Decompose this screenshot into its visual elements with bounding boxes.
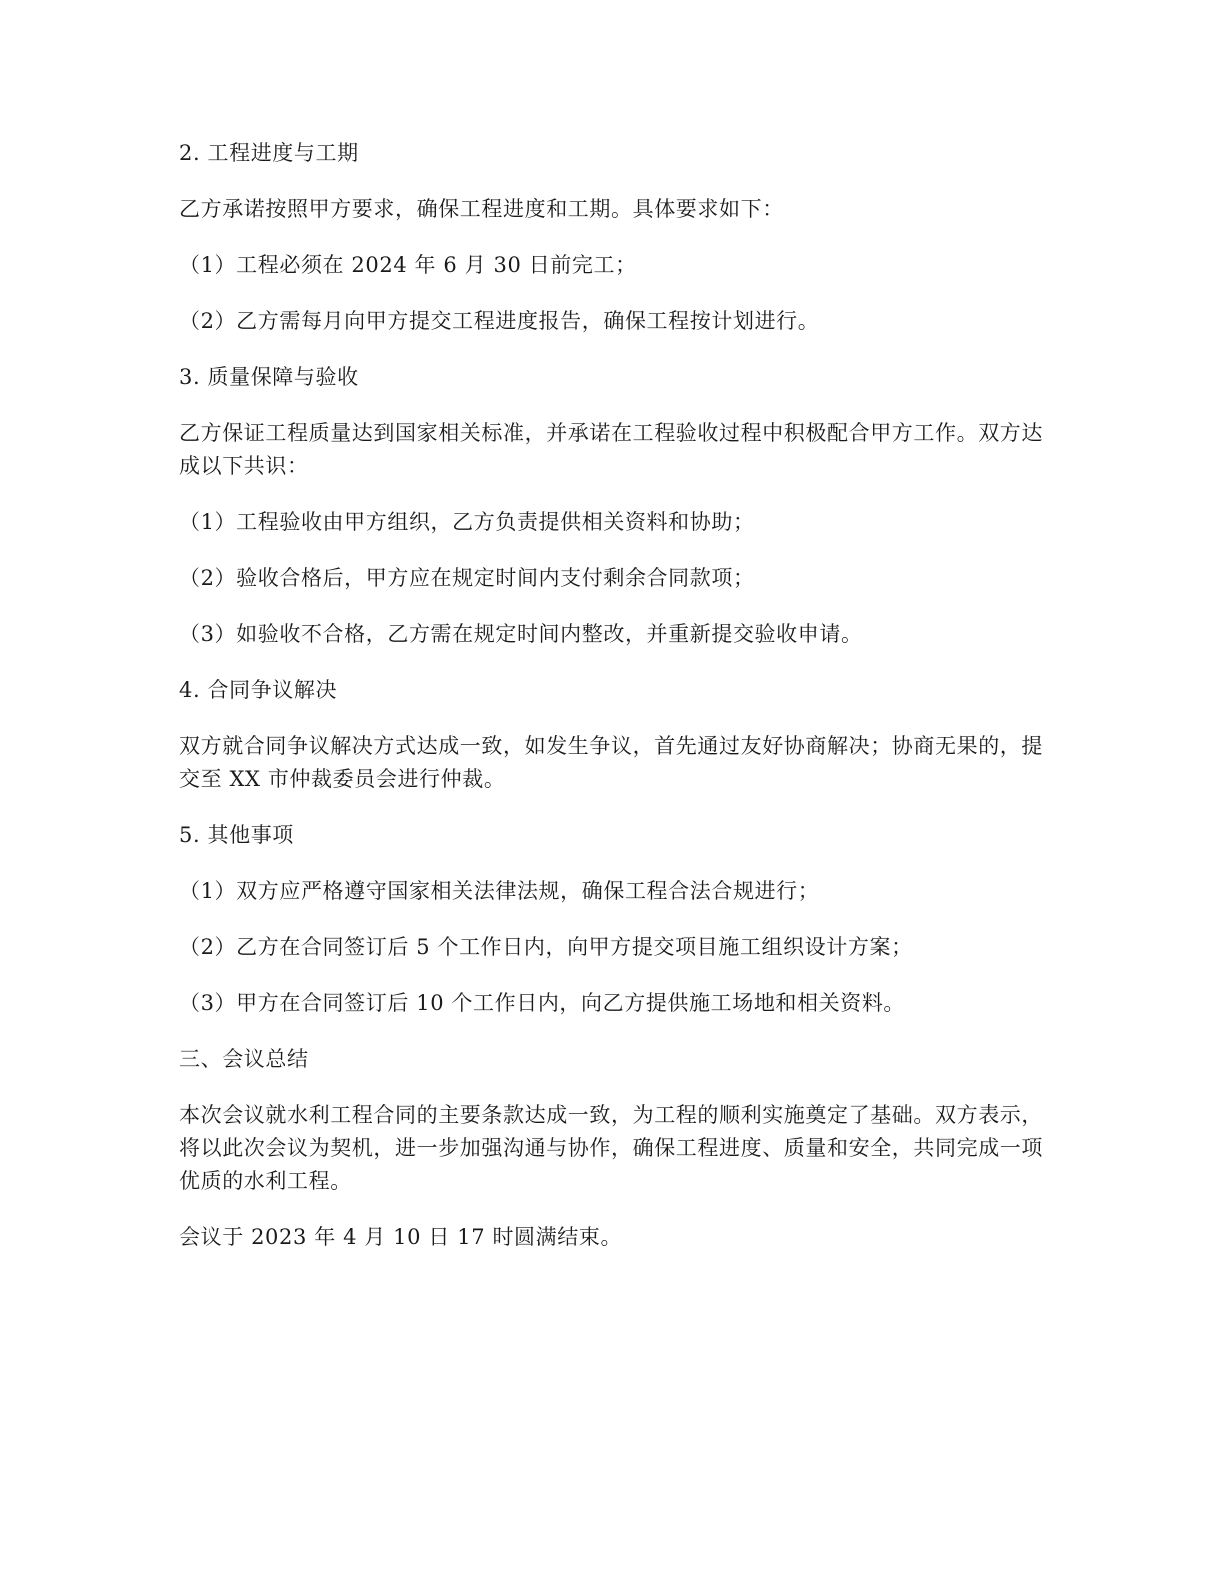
paragraph-dispute: 双方就合同争议解决方式达成一致，如发生争议，首先通过友好协商解决；协商无果的，提交至 XX 市仲裁委员会进行仲裁。 [179,734,1043,791]
paragraph-summary: 本次会议就水利工程合同的主要条款达成一致，为工程的顺利实施奠定了基础。双方表示，将以此次会议为契机，进一步加强沟通与协作，确保工程进度、质量和安全，共同完成一项优质的水利工程。 [179,1103,1043,1193]
heading-dispute: 4. 合同争议解决 [179,678,338,702]
list-item-quality-1: （1）工程验收由甲方组织，乙方负责提供相关资料和协助； [179,510,755,534]
list-item-schedule-1: （1）工程必须在 2024 年 6 月 30 日前完工； [179,253,637,277]
paragraph-quality-intro: 乙方保证工程质量达到国家相关标准，并承诺在工程验收过程中积极配合甲方工作。双方达成以下共识： [179,421,1043,478]
heading-meeting-summary: 三、会议总结 [179,1047,309,1071]
heading-quality: 3. 质量保障与验收 [179,365,359,389]
document-page [179,137,1049,1277]
list-item-other-1: （1）双方应严格遵守国家相关法律法规，确保工程合法合规进行； [179,879,820,903]
list-item-other-3: （3）甲方在合同签订后 10 个工作日内，向乙方提供施工场地和相关资料。 [179,991,906,1015]
paragraph-closing: 会议于 2023 年 4 月 10 日 17 时圆满结束。 [179,1225,623,1249]
paragraph-schedule-intro: 乙方承诺按照甲方要求，确保工程进度和工期。具体要求如下： [179,197,784,221]
list-item-schedule-2: （2）乙方需每月向甲方提交工程进度报告，确保工程按计划进行。 [179,309,820,333]
list-item-quality-2: （2）验收合格后，甲方应在规定时间内支付剩余合同款项； [179,566,755,590]
heading-schedule: 2. 工程进度与工期 [179,141,359,165]
list-item-other-2: （2）乙方在合同签订后 5 个工作日内，向甲方提交项目施工组织设计方案； [179,935,913,959]
heading-other: 5. 其他事项 [179,823,294,847]
list-item-quality-3: （3）如验收不合格，乙方需在规定时间内整改，并重新提交验收申请。 [179,622,863,646]
